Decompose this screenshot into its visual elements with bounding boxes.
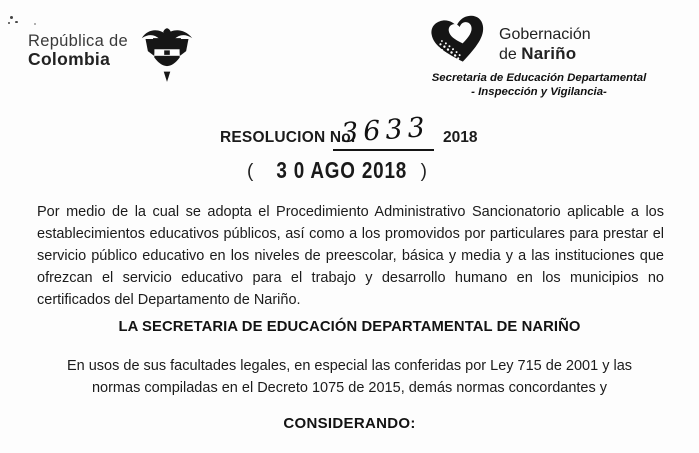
date-stamp [247,157,427,187]
resolution-year: 2018 [443,129,478,146]
republica-de-label: República de [28,32,128,50]
handwritten-resolution-number: 3633 [340,111,431,150]
gobernacion-label: Gobernación [499,26,591,43]
stamp-close-paren: ) [420,161,427,182]
republic-of-colombia-block [28,33,128,69]
department-line1: Secretaria de Educación Departamental [431,72,647,84]
de-narino-label [499,45,591,63]
legal-basis-paragraph: En usos de sus facultades legales, en especial las conferidas por Ley 715 de 2001 y las normas compiladas en el Decreto 1075 de 2015, demás normas concordantes y [66,358,633,396]
de-prefix: de [499,46,517,63]
considerando-heading: CONSIDERANDO: [283,415,416,432]
scan-speckle [34,23,36,25]
governorate-block [499,27,591,63]
authority-heading: LA SECRETARIA DE EDUCACIÓN DEPARTAMENTAL DE NARIÑO [118,319,581,335]
narino-heart-logo-icon [429,14,489,66]
scan-speckle [10,16,13,19]
resolution-number-underline [333,149,434,151]
resolution-label: RESOLUCION No. [220,129,356,146]
scan-speckle [8,22,10,24]
colombia-coat-of-arms-icon [139,23,195,83]
stamp-date-text: 3 0 AGO 2018 [276,157,408,183]
department-line2: - Inspección y Vigilancia- [471,85,607,98]
department-subtitle [408,72,670,99]
stamp-open-paren: ( [247,161,254,182]
scan-speckle [15,21,18,23]
colombia-label: Colombia [28,49,111,70]
purpose-paragraph: Por medio de la cual se adopta el Procedimiento Administrativo Sancionatorio aplicable a los establecimientos educativos públicos, así como a los promovidos por particulares para prestar el servicio público educativo en los niveles de preescolar, básica y media y a las instituciones que ofrezcan el servicio educativo para el trabajo y desarrollo humano en los municipios no certificados del Departamento de Nariño. [37,204,664,308]
narino-bold: Nariño [521,44,577,63]
